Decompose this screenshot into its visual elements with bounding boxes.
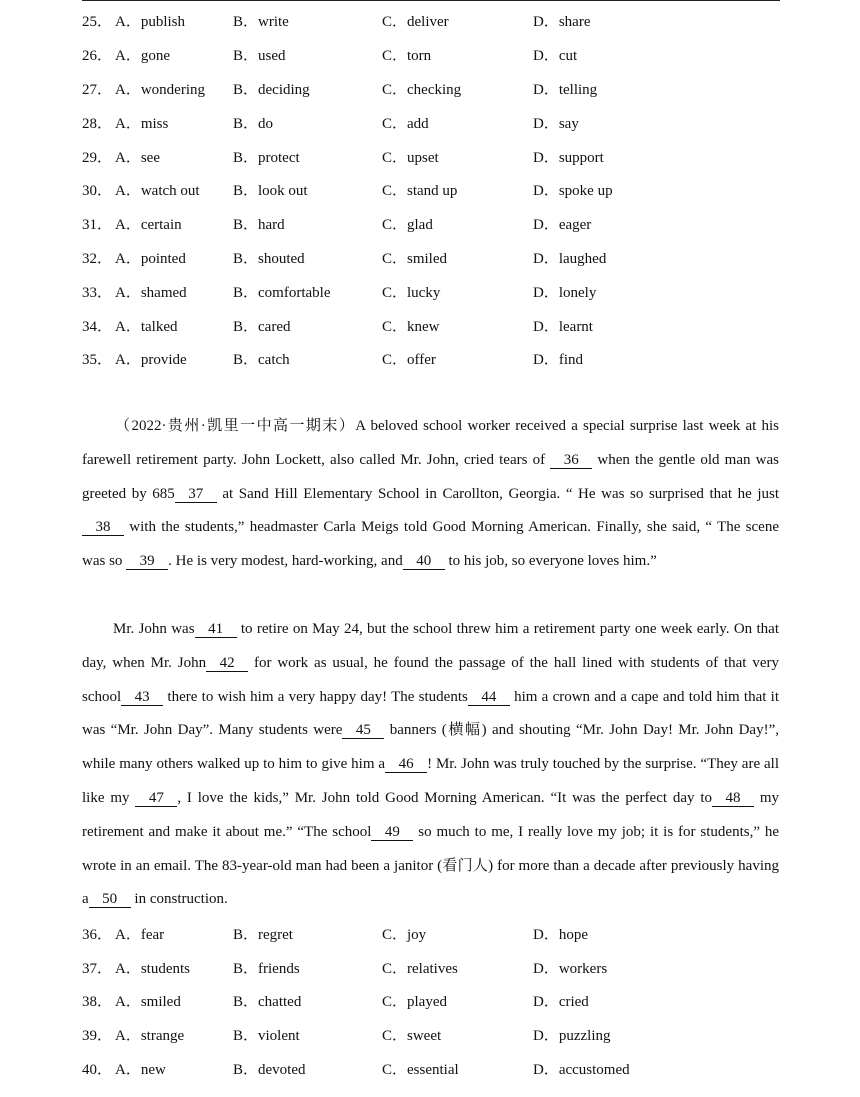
option-b: B．do — [233, 116, 274, 132]
question-number: 28． — [82, 116, 113, 132]
question-number: 37． — [82, 961, 113, 977]
option-c: C．joy — [382, 927, 427, 943]
question-number: 38． — [82, 994, 113, 1010]
option-row-27 — [82, 80, 782, 100]
question-number: 25． — [82, 14, 113, 30]
option-a: A．wondering — [115, 82, 205, 98]
option-c: C．knew — [382, 319, 440, 335]
option-a: A．provide — [115, 352, 187, 368]
option-b: B．used — [233, 48, 286, 64]
option-c: C．lucky — [382, 285, 441, 301]
answer-blank-50: 50 — [89, 891, 131, 908]
option-d: D．learnt — [533, 319, 593, 335]
question-number: 30． — [82, 183, 113, 199]
option-c: C．torn — [382, 48, 432, 64]
top-rule — [82, 0, 780, 1]
option-d: D．cried — [533, 994, 589, 1010]
passage-text: with the students,” headmaster Carla Meigs told Good Morning American. Finally, she said, “ The scene was so — [82, 519, 779, 570]
option-d: D．telling — [533, 82, 598, 98]
option-a: A．smiled — [115, 994, 181, 1010]
option-d: D．share — [533, 14, 591, 30]
question-number: 27． — [82, 82, 113, 98]
question-number: 26． — [82, 48, 113, 64]
passage-text: （2022·贵州·凯里一中高一期末）A beloved school worker received a special surprise last week at his farewell retirement party. John Lockett, also called Mr. John, cried tears of — [82, 418, 779, 468]
option-b: B．deciding — [233, 82, 310, 98]
question-number: 39． — [82, 1028, 113, 1044]
option-b: B．devoted — [233, 1062, 306, 1078]
question-number: 35． — [82, 352, 113, 368]
option-c: C．played — [382, 994, 447, 1010]
option-a: A．miss — [115, 116, 169, 132]
option-row-25 — [82, 12, 782, 32]
passage-text: to retire on May 24, but the school threw him a retirement party one week early. On that day, when Mr. John — [82, 621, 779, 671]
option-c: C．essential — [382, 1062, 459, 1078]
answer-blank-47: 47 — [135, 790, 177, 807]
answer-blank-48: 48 — [712, 790, 754, 807]
option-b: B．write — [233, 14, 289, 30]
option-a: A．shamed — [115, 285, 187, 301]
passage-text: Mr. John was — [113, 621, 195, 637]
passage-paragraph-1 — [82, 410, 779, 579]
option-b: B．shouted — [233, 251, 305, 267]
question-number: 40． — [82, 1062, 113, 1078]
passage-text: my retirement and make it about me.” “The school — [82, 789, 779, 840]
passage-text: in construction. — [130, 891, 228, 908]
option-c: C．sweet — [382, 1028, 442, 1044]
passage-text: there to wish him a very happy day! The students — [163, 688, 468, 705]
option-a: A．fear — [115, 927, 165, 943]
option-c: C．smiled — [382, 251, 448, 267]
passage-text: banners (横幅) and shouting “Mr. John Day! Mr. John Day!”, while many others walked up to him to give him a — [82, 722, 779, 773]
option-d: D．accustomed — [533, 1062, 630, 1078]
passage-text: for work as usual, he found the passage of the hall lined with students of that very school — [82, 654, 779, 705]
option-row-39 — [82, 1026, 782, 1046]
option-c: C．add — [382, 116, 429, 132]
option-a: A．see — [115, 150, 160, 166]
option-a: A．pointed — [115, 251, 186, 267]
option-row-28 — [82, 114, 782, 134]
option-d: D．spoke up — [533, 183, 613, 199]
option-d: D．lonely — [533, 285, 597, 301]
answer-blank-43: 43 — [121, 689, 163, 706]
option-b: B．regret — [233, 927, 293, 943]
option-row-33 — [82, 283, 782, 303]
answer-blank-42: 42 — [206, 655, 248, 672]
option-b: B．hard — [233, 217, 285, 233]
option-b: B．catch — [233, 352, 290, 368]
question-number: 33． — [82, 285, 113, 301]
option-c: C．offer — [382, 352, 436, 368]
option-b: B．look out — [233, 183, 308, 199]
answer-blank-39: 39 — [126, 553, 168, 570]
option-a: A．talked — [115, 319, 178, 335]
option-d: D．cut — [533, 48, 578, 64]
option-d: D．support — [533, 150, 604, 166]
passage-text: when the gentle old man was greeted by 685 — [82, 451, 779, 502]
option-c: C．deliver — [382, 14, 449, 30]
answer-blank-44: 44 — [468, 689, 510, 706]
option-row-35 — [82, 350, 782, 370]
answer-blank-40: 40 — [403, 553, 445, 570]
option-d: D．puzzling — [533, 1028, 611, 1044]
option-c: C．relatives — [382, 961, 458, 977]
passage-text: at Sand Hill Elementary School in Carollton, Georgia. “ He was so surprised that he just — [216, 485, 779, 502]
option-b: B．violent — [233, 1028, 300, 1044]
option-a: A．gone — [115, 48, 170, 64]
option-a: A．publish — [115, 14, 186, 30]
passage-text: to his job, so everyone loves him.” — [444, 553, 657, 570]
passage-text: him a crown and a cape and told him that it was “Mr. John Day”. Many students were — [82, 688, 779, 739]
option-row-40 — [82, 1060, 782, 1080]
option-a: A．new — [115, 1062, 166, 1078]
passage-text: . He is very modest, hard-working, and — [168, 553, 403, 570]
option-a: A．strange — [115, 1028, 185, 1044]
answer-blank-46: 46 — [385, 756, 427, 773]
option-row-34 — [82, 317, 782, 337]
answer-blank-38: 38 — [82, 519, 124, 536]
passage-paragraph-2 — [82, 613, 779, 917]
option-row-36 — [82, 925, 782, 945]
question-number: 34． — [82, 319, 113, 335]
answer-blank-41: 41 — [195, 621, 237, 638]
option-b: B．comfortable — [233, 285, 331, 301]
passage-text: , I love the kids,” Mr. John told Good Morning American. “It was the perfect day to — [177, 789, 712, 806]
option-a: A．students — [115, 961, 191, 977]
option-row-31 — [82, 215, 782, 235]
passage-text: so much to me, I really love my job; it is for students,” he wrote in an email. The 83-year-old man had been a janitor (看门人) for more than a decade after previously having a — [82, 823, 780, 908]
option-a: A．watch out — [115, 183, 200, 199]
option-d: D．say — [533, 116, 579, 132]
option-d: D．hope — [533, 927, 588, 943]
option-c: C．checking — [382, 82, 462, 98]
option-b: B．friends — [233, 961, 300, 977]
question-number: 29． — [82, 150, 113, 166]
answer-blank-36: 36 — [550, 452, 592, 469]
option-a: A．certain — [115, 217, 182, 233]
option-b: B．protect — [233, 150, 300, 166]
option-c: C．glad — [382, 217, 433, 233]
question-number: 31． — [82, 217, 113, 233]
option-b: B．chatted — [233, 994, 302, 1010]
option-row-30 — [82, 181, 782, 201]
option-row-29 — [82, 148, 782, 168]
passage-text: ! Mr. John was truly touched by the surprise. “They are all like my — [82, 756, 779, 806]
option-c: C．upset — [382, 150, 439, 166]
option-row-38 — [82, 992, 782, 1012]
option-row-26 — [82, 46, 782, 66]
option-row-37 — [82, 959, 782, 979]
option-d: D．eager — [533, 217, 592, 233]
answer-blank-37: 37 — [175, 486, 217, 503]
option-b: B．cared — [233, 319, 291, 335]
option-row-32 — [82, 249, 782, 269]
question-number: 32． — [82, 251, 113, 267]
answer-blank-49: 49 — [371, 824, 413, 841]
option-c: C．stand up — [382, 183, 458, 199]
option-d: D．workers — [533, 961, 608, 977]
answer-blank-45: 45 — [342, 722, 384, 739]
option-d: D．find — [533, 352, 583, 368]
option-d: D．laughed — [533, 251, 607, 267]
question-number: 36． — [82, 927, 113, 943]
